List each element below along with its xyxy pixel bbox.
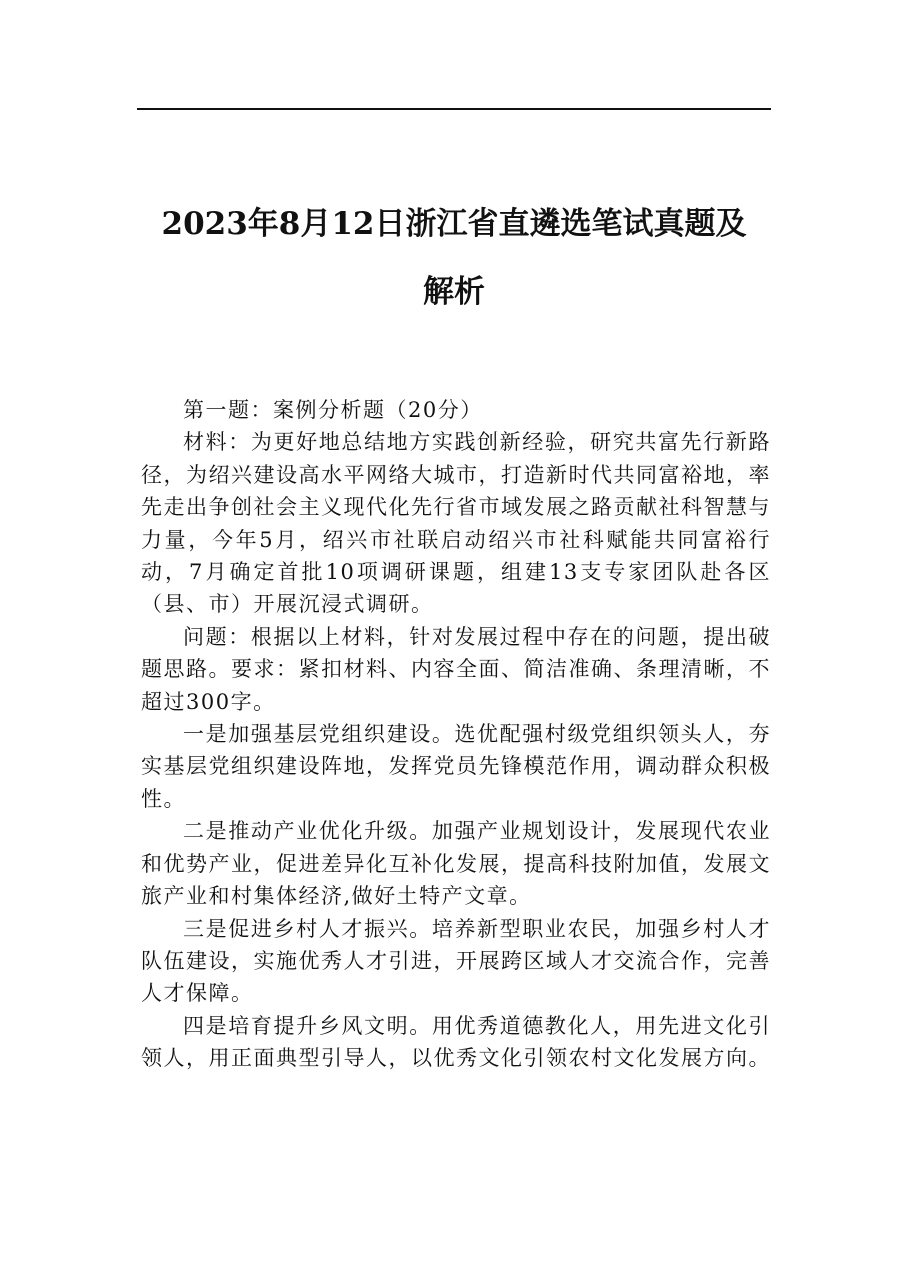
question-heading: 第一题：案例分析题（20分）: [183, 398, 483, 422]
question-paragraph: 问题：根据以上材料，针对发展过程中存在的问题，提出破题思路。要求：紧扣材料、内容全面、简洁准确、条理清晰，不超过300字。: [141, 624, 771, 714]
header-rule: [137, 108, 771, 110]
document-body: [141, 394, 771, 1075]
title-line-2: 解析: [423, 274, 485, 310]
answer-point-1: 一是加强基层党组织建设。选优配强村级党组织领头人，夯实基层党组织建设阵地，发挥党员先锋模范作用，调动群众积极性。: [141, 722, 771, 811]
document-title: [137, 190, 771, 326]
material-paragraph: 材料：为更好地总结地方实践创新经验，研究共富先行新路径，为绍兴建设高水平网络大城市，打造新时代共同富裕地，率先走出争创社会主义现代化先行省市域发展之路贡献社科智慧与力量，今年5月，绍兴市社联启动绍兴市社科赋能共同富裕行动，7月确定首批10项调研课题，组建13支专家团队赴各区（县、市）开展沉浸式调研。: [141, 430, 771, 617]
answer-point-2: 二是推动产业优化升级。加强产业规划设计，发展现代农业和优势产业，促进差异化互补化发展，提高科技附加值，发展文旅产业和村集体经济,做好土特产文章。: [141, 819, 771, 909]
answer-point-3: 三是促进乡村人才振兴。培养新型职业农民，加强乡村人才队伍建设，实施优秀人才引进，开展跨区域人才交流合作，完善人才保障。: [141, 916, 771, 1006]
title-line-1: 2023年8月12日浙江省直遴选笔试真题及: [161, 206, 747, 242]
answer-point-4: 四是培育提升乡风文明。用优秀道德教化人，用先进文化引领人，用正面典型引导人，以优秀文化引领农村文化发展方向。: [141, 1013, 771, 1071]
